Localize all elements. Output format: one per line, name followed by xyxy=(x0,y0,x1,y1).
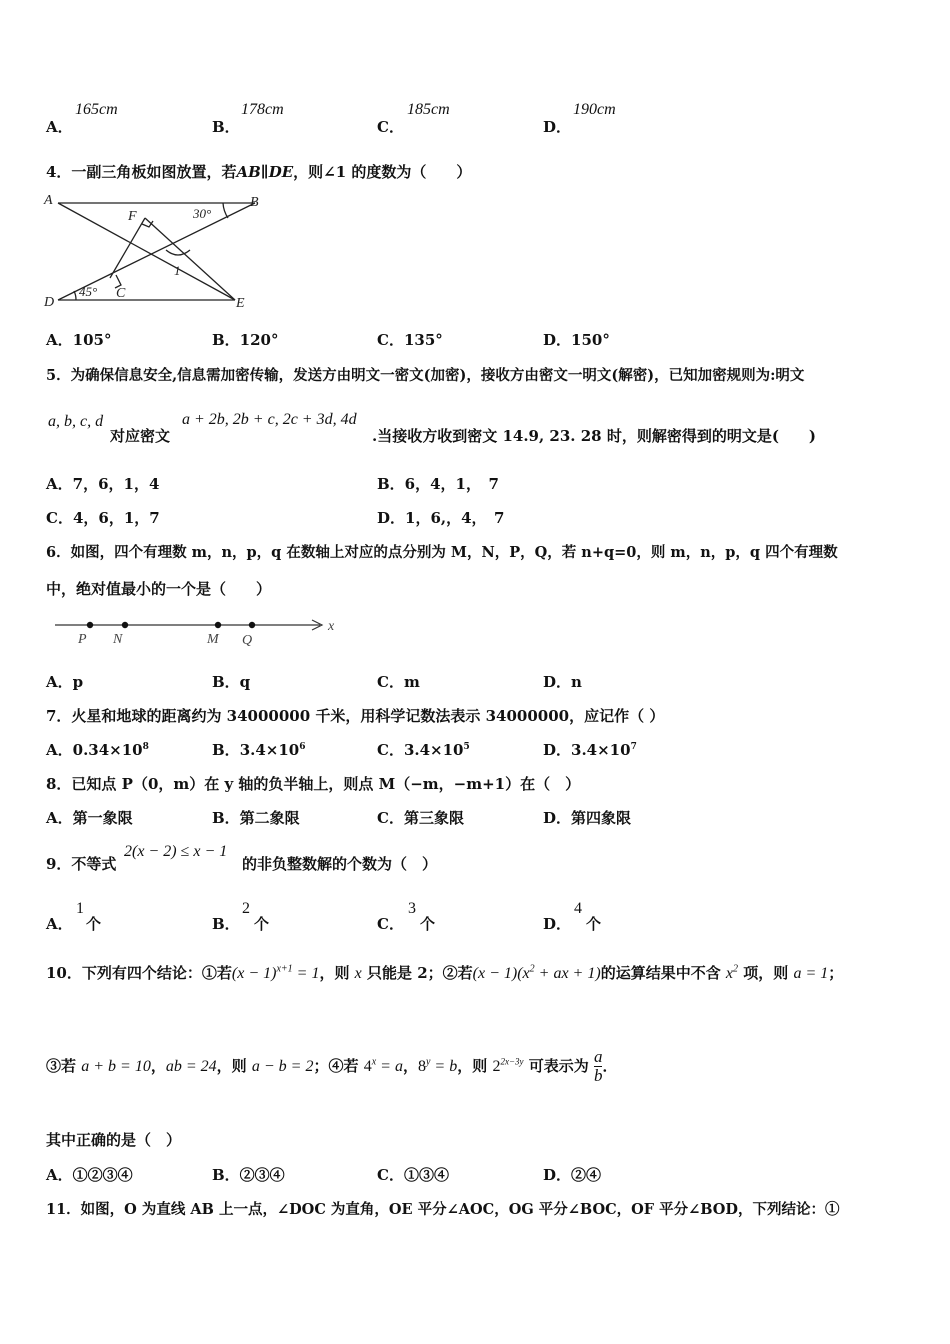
label-q: Q xyxy=(242,633,253,648)
label-c: C xyxy=(116,286,126,301)
q4-triangle-figure xyxy=(40,190,270,312)
q9-option-b-num: 2 xyxy=(242,900,250,917)
q6-option-d: D．n xyxy=(543,673,582,691)
q6-line1: 6．如图，四个有理数 m，n，p，q 在数轴上对应的点分别为 M，N，P，Q，若 n+q=0，则 m，n，p，q 四个有理数 xyxy=(46,544,838,561)
q3-option-c-value: 185cm xyxy=(407,101,450,118)
q9-option-a-unit: 个 xyxy=(86,915,102,933)
q6-option-a: A．p xyxy=(46,673,84,691)
q10-option-b: B．②③④ xyxy=(212,1166,285,1184)
point-p xyxy=(87,622,93,628)
right-angle-f xyxy=(142,221,153,227)
label-e: E xyxy=(236,296,245,311)
q5-cipher: a + 2b, 2b + c, 2c + 3d, 4d xyxy=(182,411,357,428)
q3-option-c-label: C． xyxy=(377,118,404,136)
label-f: F xyxy=(128,209,137,224)
q7-option-b: B．$3.4\times 10^6$ xyxy=(212,741,306,759)
q9-option-d-unit: 个 xyxy=(586,915,602,933)
q4-stem-prefix: 4．一副三角板如图放置，若 xyxy=(46,163,237,181)
q10-option-c: C．①③④ xyxy=(377,1166,449,1184)
q9-option-b-label: B． xyxy=(212,915,240,933)
q3-option-b-label: B． xyxy=(212,118,240,136)
q9-option-d-num: 4 xyxy=(574,900,582,917)
label-angle-45: 45° xyxy=(79,284,98,299)
label-m: M xyxy=(207,632,219,647)
label-d: D xyxy=(44,295,55,310)
q4-stem-math: AB∥DE xyxy=(236,163,294,181)
q9-option-a-label: A． xyxy=(46,915,73,933)
q11-stem: 11．如图，O 为直线 AB 上一点，∠DOC 为直角，OE 平分∠AOC，OG 平分∠BOC，OF 平分∠BOD，下列结论：① xyxy=(46,1201,840,1218)
q4-stem-suffix: ，则∠1 的度数为（ ） xyxy=(293,163,472,181)
q3-option-a-label: A． xyxy=(46,118,73,136)
q9-suffix: 的非负整数解的个数为（ ） xyxy=(242,855,438,873)
q6-option-c: C．m xyxy=(377,673,420,691)
q9-option-a-num: 1 xyxy=(76,900,84,917)
q9-option-c-num: 3 xyxy=(408,900,416,917)
q9-prefix: 9．不等式 xyxy=(46,855,117,873)
q5-tail: .当接收方收到密文 14.9, 23. 28 时，则解密得到的明文是( ) xyxy=(372,427,817,445)
q5-plain: a, b, c, d xyxy=(48,413,104,430)
arc-30 xyxy=(223,203,228,218)
q6-number-line xyxy=(50,612,350,650)
label-b: B xyxy=(250,195,259,210)
arc-45 xyxy=(74,291,76,300)
q3-option-d-label: D． xyxy=(543,118,572,136)
q8-option-d: D．第四象限 xyxy=(543,809,632,827)
q8-stem: 8．已知点 P（0，m）在 y 轴的负半轴上，则点 M（−m，−m+1）在（ ） xyxy=(46,775,581,793)
q4-stem xyxy=(46,161,471,182)
q9-option-c-label: C． xyxy=(377,915,404,933)
q3-option-b-value: 178cm xyxy=(241,101,284,118)
q5-mid: 对应密文 xyxy=(110,427,171,445)
q8-option-c: C．第三象限 xyxy=(377,809,464,827)
q3-option-a-value: 165cm xyxy=(75,101,118,118)
q9-option-d-label: D． xyxy=(543,915,572,933)
label-p: P xyxy=(78,632,87,647)
q10-conclusion: 其中正确的是（ ） xyxy=(46,1131,182,1149)
q6-line2: 中，绝对值最小的一个是（ ） xyxy=(46,580,272,598)
label-n: N xyxy=(113,632,123,647)
q3-option-d-value: 190cm xyxy=(573,101,616,118)
q5-option-c: C．4，6，1，7 xyxy=(46,509,160,527)
q4-option-b: B．120° xyxy=(212,331,279,349)
q10-option-a: A．①②③④ xyxy=(46,1166,133,1184)
q8-option-a: A．第一象限 xyxy=(46,809,133,827)
point-n xyxy=(122,622,128,628)
q10-line1: 10．下列有四个结论：①若$(x - 1)^{x+1} = 1$，则 x 只能是 2；②若$(x - 1)(x^2$ + ax + 1)的运算结果中不含 $x^2$ 项，则 a = 1； xyxy=(46,963,844,982)
q9-math: 2(x − 2) ≤ x − 1 xyxy=(124,843,228,860)
q7-option-d: D．$3.4\times 10^7$ xyxy=(543,741,637,759)
line-fe xyxy=(145,218,235,300)
label-angle-30: 30° xyxy=(193,206,212,221)
q7-option-c: C．$3.4\times 10^5$ xyxy=(377,741,470,759)
label-angle-1: 1 xyxy=(174,263,181,278)
label-x: x xyxy=(328,619,335,634)
fraction-a-over-b: $\frac{a}{b}$ xyxy=(593,1047,603,1085)
q8-option-b: B．第二象限 xyxy=(212,809,300,827)
label-a: A xyxy=(44,193,53,208)
q7-option-a: A．$0.34\times 10^8$ xyxy=(46,741,149,759)
q10-line2: ③若 a + b = 10，ab = 24，则 a − b = 2；④若 $4^x = a$，$8^y = b$，则 $2^{2x-3y}$ 可表示为 $\frac{a}{b}$ ． xyxy=(46,1047,618,1085)
q10-option-d: D．②④ xyxy=(543,1166,602,1184)
q5-option-d: D．1，6,，4， 7 xyxy=(377,509,505,527)
q5-option-b: B．6，4，1， 7 xyxy=(377,475,499,493)
q5-option-a: A．7，6，1，4 xyxy=(46,475,160,493)
q9-option-b-unit: 个 xyxy=(254,915,270,933)
q7-stem: 7．火星和地球的距离约为 34000000 千米，用科学记数法表示 34000000，应记作（ ） xyxy=(46,707,665,725)
q6-option-b: B．q xyxy=(212,673,251,691)
arc-1 xyxy=(166,250,190,255)
point-m xyxy=(215,622,221,628)
q4-option-a: A．105° xyxy=(46,331,112,349)
point-q xyxy=(249,622,255,628)
q5-line1: 5．为确保信息安全,信息需加密传输，发送方由明文一密文(加密)，接收方由密文一明文(解密)，已知加密规则为:明文 xyxy=(46,367,805,384)
q4-option-c: C．135° xyxy=(377,331,443,349)
q4-option-d: D．150° xyxy=(543,331,610,349)
q9-option-c-unit: 个 xyxy=(420,915,436,933)
